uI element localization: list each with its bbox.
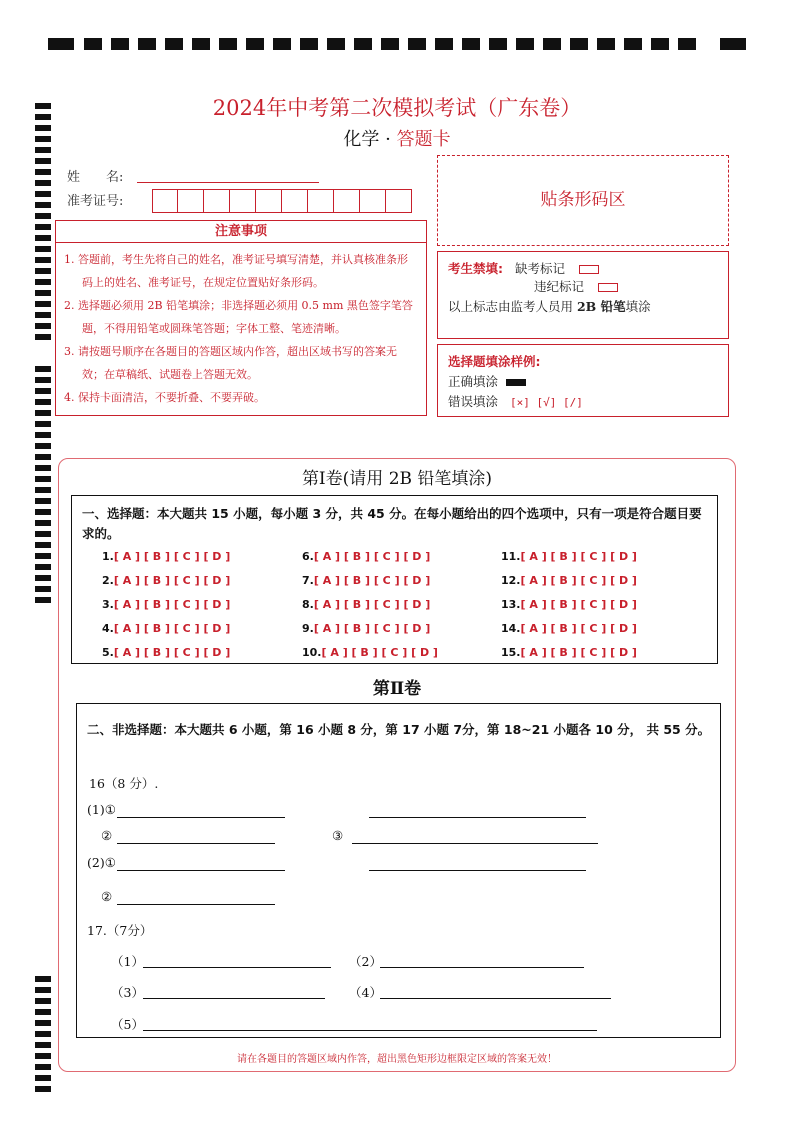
side-timing-mark [35,1075,51,1081]
option-bubbles[interactable]: [ A ] [ B ] [ C ] [ D ] [313,550,431,563]
timing-mark [720,38,746,50]
answer-options-row[interactable] [501,574,637,587]
answer-line[interactable] [369,870,586,871]
side-timing-mark [35,158,51,164]
timing-mark [246,38,264,50]
side-timing-mark [35,268,51,274]
question-number: 1. [102,550,114,563]
id-cell[interactable] [334,189,360,213]
answer-line[interactable] [143,998,325,999]
side-timing-mark [35,224,51,230]
side-timing-mark [35,564,51,570]
violation-mark-box[interactable] [598,283,618,292]
option-bubbles[interactable]: [ A ] [ B ] [ C ] [ D ] [313,574,431,587]
timing-mark [327,38,345,50]
option-bubbles[interactable]: [ A ] [ B ] [ C ] [ D ] [520,622,637,635]
side-timing-mark [35,366,51,372]
footer-warning: 请在各题目的答题区域内作答，超出黑色矩形边框限定区域的答案无效！ [237,1054,557,1065]
q16-2-2-label: ② [101,889,113,904]
side-timing-mark [35,246,51,252]
timing-mark [138,38,156,50]
answer-line[interactable] [117,817,285,818]
timing-mark [165,38,183,50]
side-timing-mark [35,377,51,383]
option-bubbles[interactable]: [ A ] [ B ] [ C ] [ D ] [520,550,637,563]
answer-line[interactable] [117,870,285,871]
answer-line[interactable] [143,1030,597,1031]
answer-line[interactable] [369,817,586,818]
timing-mark [489,38,507,50]
side-timing-mark [35,323,51,329]
id-cell[interactable] [386,189,412,213]
page-title: 2024年中考第二次模拟考试（广东卷） [212,96,582,120]
answer-line[interactable] [380,967,584,968]
side-timing-mark [35,1031,51,1037]
notice-box [55,220,427,416]
side-timing-mark [35,976,51,982]
q16-label: 16（8 分）. [89,776,159,791]
id-cell[interactable] [282,189,308,213]
side-timing-mark [35,388,51,394]
question-number: 9. [302,622,314,635]
question-number: 15. [501,646,521,659]
answer-line[interactable] [380,998,611,999]
q16-1-1-label: (1)① [87,802,116,817]
timing-mark [219,38,237,50]
answer-options-row[interactable] [302,622,430,635]
page-subtitle [0,125,794,151]
answer-line[interactable] [117,904,275,905]
question-number: 4. [102,622,114,635]
side-timing-mark [35,509,51,515]
q17-1-label: （1） [111,954,144,969]
option-bubbles[interactable]: [ A ] [ B ] [ C ] [ D ] [113,550,231,563]
side-timing-mark [35,498,51,504]
side-timing-mark [35,290,51,296]
timing-mark [543,38,561,50]
answer-options-row[interactable] [102,550,230,563]
timing-mark [435,38,453,50]
timing-mark [651,38,669,50]
side-timing-mark [35,542,51,548]
notice-item: 1. 答题前，考生先将自己的姓名，准考证号填写清楚，并认真核准条形码上的姓名、准考证号，在规定位置贴好条形码。 [64,253,408,289]
violation-mark-label: 违纪标记 [534,279,585,294]
answer-options-row[interactable] [302,598,430,611]
proctor-note: 以上标志由监考人员用 [448,299,577,314]
multiple-choice-heading: 一、选择题：本大题共 15 小题，每小题 3 分，共 45 分。在每小题给出的四个选项中，只有一项是符合题目要求的。 [82,506,702,541]
timing-mark [570,38,588,50]
timing-mark [300,38,318,50]
id-cell[interactable] [308,189,334,213]
question-number: 3. [102,598,114,611]
side-timing-mark [35,597,51,603]
fill-sample-box [437,344,729,417]
timing-mark [354,38,372,50]
q16-1-2-label: ② [101,828,113,843]
part1-title: 第Ⅰ卷(请用 2B 铅笔填涂) [301,469,493,489]
answer-line[interactable] [143,967,331,968]
timing-mark [273,38,291,50]
side-timing-mark [35,443,51,449]
side-timing-mark [35,191,51,197]
side-timing-mark [35,421,51,427]
option-bubbles[interactable]: [ A ] [ B ] [ C ] [ D ] [113,598,231,611]
non-choice-heading: 二、非选择题：本大题共 6 小题，第 16 小题 8 分，第 17 小题 7分，第 18~21 小题各 10 分， 共 55 分。 [87,722,711,737]
subject-label: 化学 [343,129,380,150]
question-number: 10. [302,646,322,659]
side-timing-mark [35,399,51,405]
side-timing-mark [35,520,51,526]
answer-options-row[interactable] [302,550,430,563]
id-cell[interactable] [178,189,204,213]
question-number: 11. [501,550,521,563]
answer-line[interactable] [352,843,598,844]
timing-mark [462,38,480,50]
absent-mark-label: 缺考标记 [514,261,565,276]
side-timing-mark [35,410,51,416]
id-cell[interactable] [204,189,230,213]
answer-options-row[interactable] [302,646,438,659]
name-label: 姓 名: [67,170,124,185]
timing-mark [516,38,534,50]
option-bubbles[interactable]: [ A ] [ B ] [ C ] [ D ] [113,622,231,635]
side-timing-mark [35,586,51,592]
answer-line[interactable] [117,843,275,844]
subtitle-separator: · [385,129,391,150]
notice-item: 3. 请按题号顺序在各题目的答题区域内作答，超出区域书写的答案无效；在草稿纸、试题卷上答题无效。 [64,345,397,381]
side-timing-mark [35,1042,51,1048]
option-bubbles[interactable]: [ A ] [ B ] [ C ] [ D ] [321,646,438,659]
side-timing-mark [35,202,51,208]
timing-mark [408,38,426,50]
q17-3-label: （3） [111,985,144,1000]
notice-item: 4. 保持卡面清洁，不要折叠、不要弄破。 [64,391,265,404]
answer-options-row[interactable] [501,646,637,659]
proctor-only-box [437,251,729,339]
wrong-fill-marks: [×] [√] [/] [510,396,583,409]
answer-options-row[interactable] [102,574,230,587]
part2-title: 第Ⅱ卷 [372,679,422,699]
side-timing-mark [35,998,51,1004]
id-cell[interactable] [256,189,282,213]
absent-mark-box[interactable] [579,265,599,274]
timing-mark [192,38,210,50]
option-bubbles[interactable]: [ A ] [ B ] [ C ] [ D ] [313,622,431,635]
question-number: 8. [302,598,314,611]
timing-mark-bar [48,38,748,50]
proctor-note-bold: 2B 铅笔 [576,299,626,314]
q17-4-label: （4） [349,985,382,1000]
q16-1-3-label: ③ [332,828,344,843]
q17-label: 17.（7分） [87,923,153,938]
side-timing-mark [35,301,51,307]
timing-mark [111,38,129,50]
answer-options-row[interactable] [501,550,637,563]
timing-mark [597,38,615,50]
option-bubbles[interactable]: [ A ] [ B ] [ C ] [ D ] [520,598,637,611]
timing-mark [84,38,102,50]
proctor-only-label: 考生禁填: [448,261,503,276]
side-timing-mark [35,257,51,263]
side-timing-mark [35,334,51,340]
name-field[interactable] [137,182,319,183]
side-timing-mark [35,1086,51,1092]
question-number: 14. [501,622,521,635]
question-number: 13. [501,598,521,611]
notice-item: 2. 选择题必须用 2B 铅笔填涂；非选择题必须用 0.5 mm 黑色签字笔答题，不得用铅笔或圆珠笔答题；字体工整、笔迹清晰。 [64,299,413,335]
proctor-note-end: 填涂 [625,299,651,314]
answer-options-row[interactable] [501,622,637,635]
side-timing-mark [35,575,51,581]
side-timing-mark [35,553,51,559]
option-bubbles[interactable]: [ A ] [ B ] [ C ] [ D ] [520,646,637,659]
q17-5-label: （5） [111,1017,144,1032]
timing-mark [678,38,696,50]
barcode-area: 贴条形码区 [437,155,729,246]
question-number: 5. [102,646,114,659]
option-bubbles[interactable]: [ A ] [ B ] [ C ] [ D ] [313,598,431,611]
side-timing-mark [35,312,51,318]
answer-options-row[interactable] [102,646,230,659]
question-number: 2. [102,574,114,587]
wrong-fill-label: 错误填涂 [448,394,499,409]
side-timing-mark [35,1009,51,1015]
answer-options-row[interactable] [302,574,430,587]
side-timing-mark [35,180,51,186]
id-cell[interactable] [230,189,256,213]
non-choice-box [76,703,721,1038]
side-timing-mark [35,454,51,460]
question-number: 12. [501,574,521,587]
side-timing-mark [35,531,51,537]
q17-2-label: （2） [349,954,382,969]
question-number: 6. [302,550,314,563]
option-bubbles[interactable]: [ A ] [ B ] [ C ] [ D ] [113,574,231,587]
timing-mark [624,38,642,50]
side-timing-mark [35,235,51,241]
id-cell[interactable] [152,189,178,213]
option-bubbles[interactable]: [ A ] [ B ] [ C ] [ D ] [113,646,231,659]
side-timing-mark [35,279,51,285]
answer-card-label: 答题卡 [396,129,451,150]
correct-fill-mark [506,379,526,386]
answer-options-row[interactable] [501,598,637,611]
q16-2-1-label: (2)① [87,855,116,870]
side-timing-mark [35,1020,51,1026]
notice-heading: 注意事项 [56,221,426,243]
correct-fill-label: 正确填涂 [448,374,499,389]
fill-sample-label: 选择题填涂样例: [448,354,541,369]
side-timing-mark [35,432,51,438]
timing-mark [48,38,74,50]
timing-mark [381,38,399,50]
side-timing-mark [35,987,51,993]
id-cell[interactable] [360,189,386,213]
exam-id-boxes[interactable] [152,189,412,213]
side-timing-mark [35,169,51,175]
option-bubbles[interactable]: [ A ] [ B ] [ C ] [ D ] [520,574,637,587]
question-number: 7. [302,574,314,587]
side-timing-mark [35,213,51,219]
answer-options-row[interactable] [102,598,230,611]
multiple-choice-box [71,495,718,664]
answer-options-row[interactable] [102,622,230,635]
id-label: 准考证号: [67,194,124,209]
